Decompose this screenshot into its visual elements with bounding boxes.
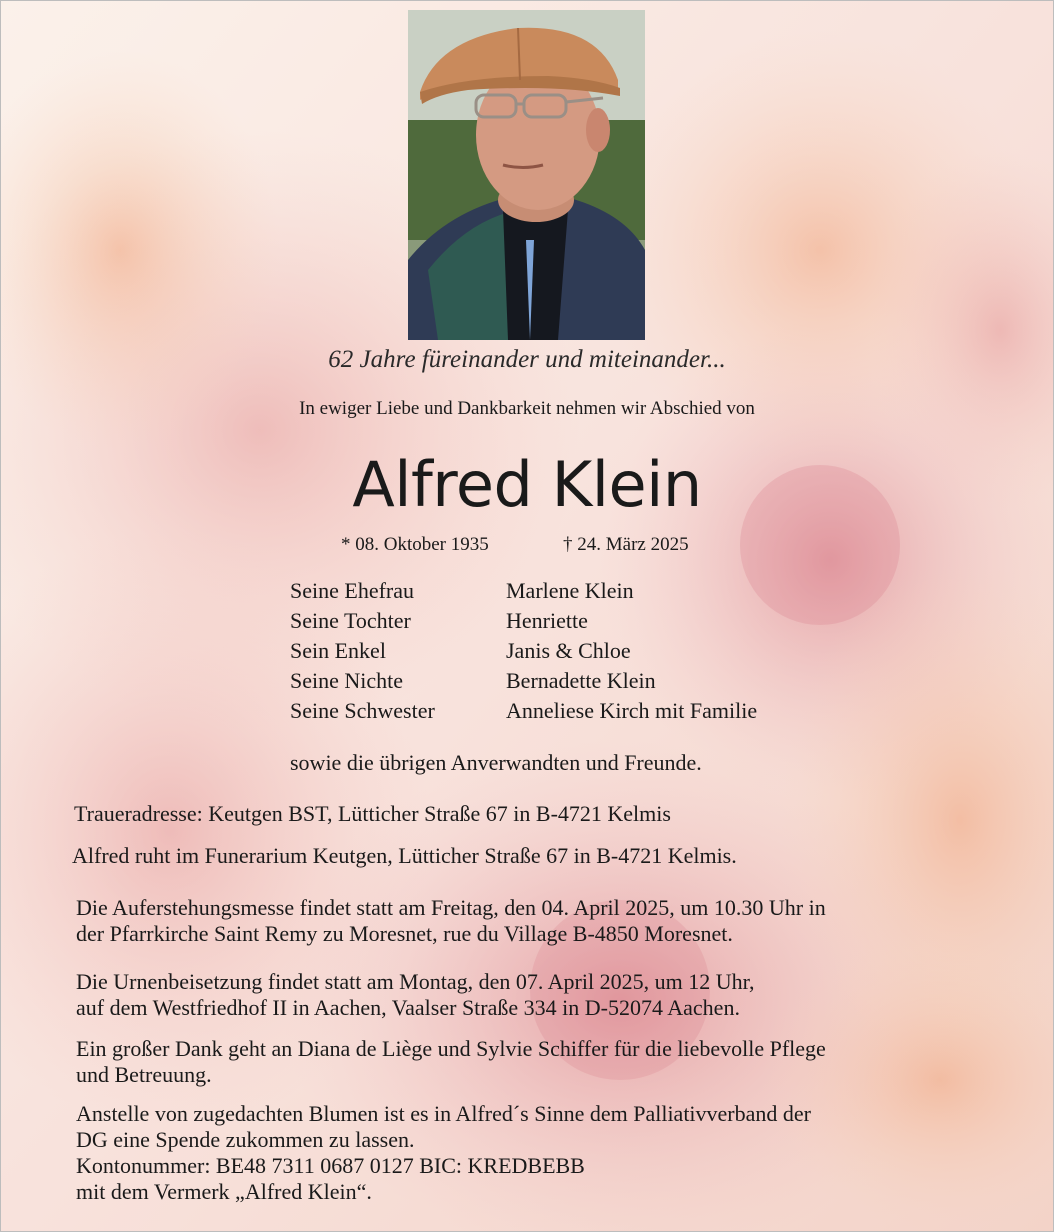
intro-line: In ewiger Liebe und Dankbarkeit nehmen wir Abschied von xyxy=(299,398,755,419)
donation-line: Anstelle von zugedachten Blumen ist es in Alfred´s Sinne dem Palliativverband der xyxy=(76,1101,811,1126)
birth-date: * 08. Oktober 1935 xyxy=(341,534,489,555)
relative-name: Marlene Klein xyxy=(506,578,634,603)
mass-info xyxy=(76,895,826,947)
relative-name: Janis & Chloe xyxy=(506,638,631,663)
relative-name: Bernadette Klein xyxy=(506,668,656,693)
thanks-info xyxy=(76,1036,826,1088)
names-column xyxy=(506,576,757,726)
burial-info xyxy=(76,969,755,1021)
others-line: sowie die übrigen Anverwandten und Freunde. xyxy=(290,750,702,775)
relation-label: Seine Ehefrau xyxy=(290,578,414,603)
thanks-line: Ein großer Dank geht an Diana de Liège und Sylvie Schiffer für die liebevolle Pflege xyxy=(76,1036,826,1061)
mass-line: Die Auferstehungsmesse findet statt am Freitag, den 04. April 2025, um 10.30 Uhr in xyxy=(76,895,826,920)
motto-line: 62 Jahre füreinander und miteinander... xyxy=(328,346,726,373)
relation-label: Sein Enkel xyxy=(290,638,386,663)
relative-name: Anneliese Kirch mit Familie xyxy=(506,698,758,723)
mourning-address: Traueradresse: Keutgen BST, Lütticher Straße 67 in B-4721 Kelmis xyxy=(74,801,671,826)
funeral-home-line: Alfred ruht im Funerarium Keutgen, Lütticher Straße 67 in B-4721 Kelmis. xyxy=(72,843,737,868)
portrait-photo xyxy=(408,10,645,340)
burial-line: Die Urnenbeisetzung findet statt am Montag, den 07. April 2025, um 12 Uhr, xyxy=(76,969,755,994)
donation-line: mit dem Vermerk „Alfred Klein“. xyxy=(76,1179,372,1204)
burial-line: auf dem Westfriedhof II in Aachen, Vaalser Straße 334 in D-52074 Aachen. xyxy=(76,995,740,1020)
donation-info xyxy=(76,1101,811,1205)
deceased-name: Alfred Klein xyxy=(352,448,702,521)
death-date: † 24. März 2025 xyxy=(563,534,689,555)
donation-line: Kontonummer: BE48 7311 0687 0127 BIC: KREDBEBB xyxy=(76,1153,585,1178)
relations-column xyxy=(290,576,435,726)
relation-label: Seine Schwester xyxy=(290,698,435,723)
relation-label: Seine Tochter xyxy=(290,608,411,633)
relation-label: Seine Nichte xyxy=(290,668,404,693)
thanks-line: und Betreuung. xyxy=(76,1062,212,1087)
relative-name: Henriette xyxy=(506,608,588,633)
mass-line: der Pfarrkirche Saint Remy zu Moresnet, rue du Village B-4850 Moresnet. xyxy=(76,921,733,946)
donation-line: DG eine Spende zukommen zu lassen. xyxy=(76,1127,415,1152)
